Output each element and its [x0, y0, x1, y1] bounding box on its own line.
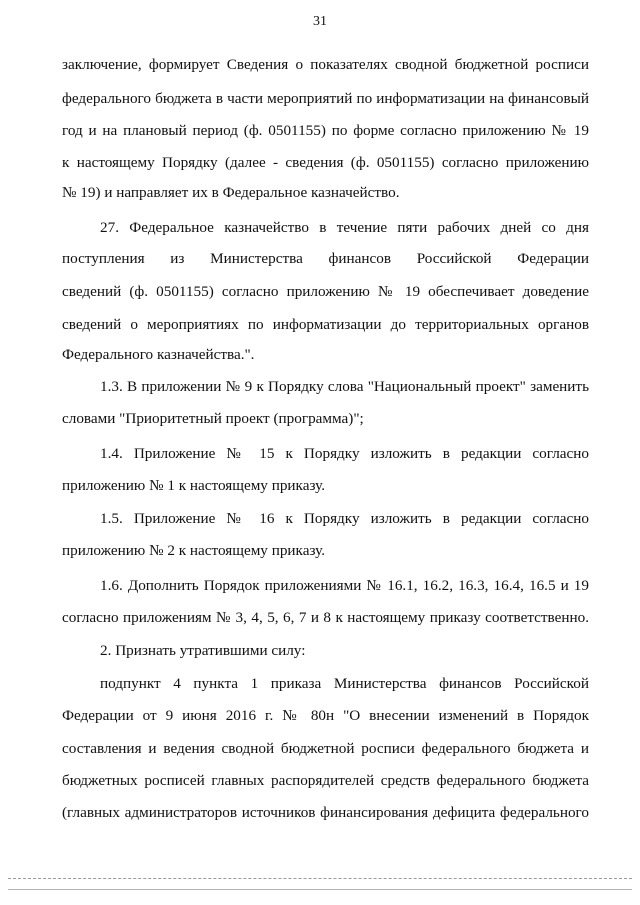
text-line: словами "Приоритетный проект (программа)"; [62, 410, 364, 427]
text-line: бюджетных росписей главных распорядителей средств федерального бюджета [62, 772, 589, 789]
text-line: приложению № 1 к настоящему приказу. [62, 477, 325, 494]
text-line: 1.6. Дополнить Порядок приложениями № 16.1, 16.2, 16.3, 16.4, 16.5 и 19 [100, 577, 589, 594]
text-line: приложению № 2 к настоящему приказу. [62, 542, 325, 559]
scan-artifact-line [8, 878, 632, 879]
text-line: подпункт 4 пункта 1 приказа Министерства финансов Российской [100, 675, 589, 692]
text-line: заключение, формирует Сведения о показателях сводной бюджетной росписи [62, 56, 589, 73]
text-line: согласно приложениям № 3, 4, 5, 6, 7 и 8 к настоящему приказу соответственно. [62, 609, 589, 626]
text-line: (главных администраторов источников финансирования дефицита федерального [62, 804, 589, 821]
page-number: 31 [313, 14, 327, 29]
text-line: 27. Федеральное казначейство в течение пяти рабочих дней со дня [100, 219, 589, 236]
text-line: Федерации от 9 июня 2016 г. № 80н "О внесении изменений в Порядок [62, 707, 589, 724]
text-line: 2. Признать утратившими силу: [100, 642, 306, 659]
text-line: 1.5. Приложение № 16 к Порядку изложить в редакции согласно [100, 510, 589, 527]
text-line: составления и ведения сводной бюджетной росписи федерального бюджета и [62, 740, 589, 757]
text-line: 1.3. В приложении № 9 к Порядку слова "Национальный проект" заменить [100, 378, 589, 395]
text-line: 1.4. Приложение № 15 к Порядку изложить в редакции согласно [100, 445, 589, 462]
text-line: поступления из Министерства финансов Российской Федерации [62, 250, 589, 267]
text-line: федерального бюджета в части мероприятий по информатизации на финансовый [62, 90, 589, 107]
text-line: к настоящему Порядку (далее - сведения (ф. 0501155) согласно приложению [62, 154, 589, 171]
scan-artifact-line [8, 889, 632, 890]
text-line: год и на плановый период (ф. 0501155) по форме согласно приложению № 19 [62, 122, 589, 139]
text-line: Федерального казначейства.". [62, 346, 255, 363]
text-line: № 19) и направляет их в Федеральное казначейство. [62, 184, 400, 201]
text-line: сведений о мероприятиях по информатизации до территориальных органов [62, 316, 589, 333]
text-line: сведений (ф. 0501155) согласно приложению № 19 обеспечивает доведение [62, 283, 589, 300]
